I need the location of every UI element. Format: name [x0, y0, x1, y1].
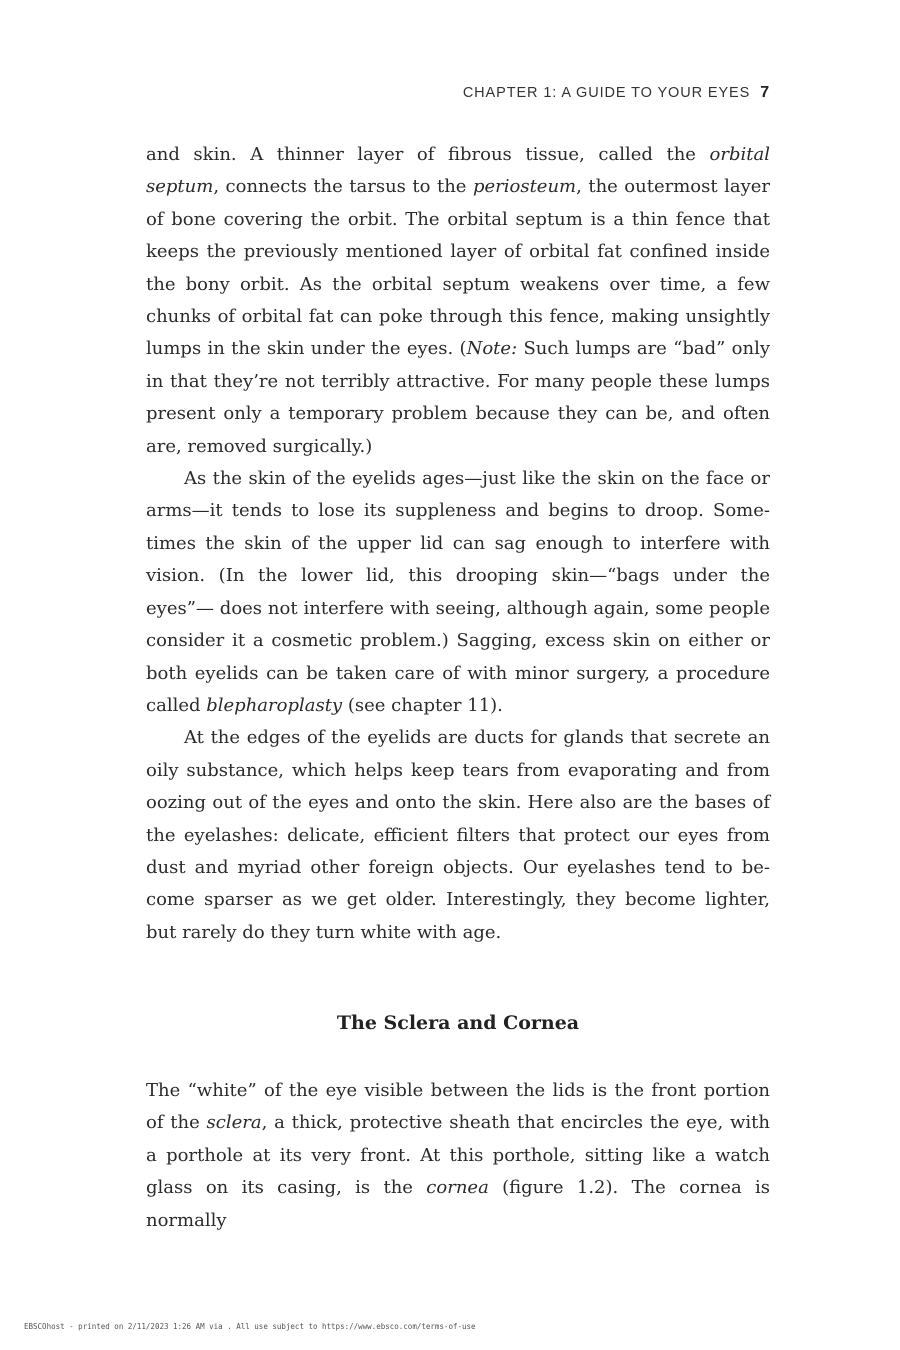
italic-term: Note:	[466, 338, 518, 360]
italic-term: periosteum	[472, 176, 577, 198]
paragraph	[146, 463, 770, 722]
text-run: (see chapter 11).	[342, 694, 503, 716]
chapter-title: CHAPTER 1: A GUIDE TO YOUR EYES	[462, 85, 751, 101]
paragraph	[146, 1075, 770, 1237]
running-head	[463, 84, 770, 102]
text-run: The “white” of the eye visible between the lids is the front portion of the	[146, 1080, 770, 1134]
text-run: , a thick, protective sheath that encircles the eye, with a porthole at its very front. At this porthole, sitting like a watch glass on its casing, is the	[146, 1112, 770, 1199]
text-run: At the edges of the eyelids are ducts for glands that secrete an oily substance, which helps keep tears from evaporating and from oozing out of the eyes and onto the skin. Here also are the bases of the eyelashes: delicate, efficient filters that protect our eyes from dust and myriad other foreign objects. Our eyelashes tend to become sparser as we get older. Interestingly, they become lighter, but rarely do they turn white with age.	[146, 727, 770, 943]
text-run: As the skin of the eyelids ages—just like the skin on the face or arms—it tends to lose its suppleness and begins to droop. Sometimes the skin of the upper lid can sag enough to interfere with vision. (In the lower lid, this drooping skin—“bags under the eyes”— does not interfere with seeing, although again, some people consider it a cosmetic problem.) Sagging, excess skin on either or both eyelids can be taken care of with minor surgery, a procedure called	[146, 468, 770, 716]
paragraph	[146, 722, 770, 949]
body-text-top	[146, 139, 770, 949]
text-run: , the outermost layer of bone covering the orbit. The orbital septum is a thin fence that keeps the previously mentioned layer of orbital fat confined inside the bony orbit. As the orbital septum weakens over time, a few chunks of orbital fat can poke through this fence, making unsightly lumps in the skin under the eyes. (	[146, 176, 771, 360]
footer-notice: EBSCOhost - printed on 2/11/2023 1:26 AM via . All use subject to https://www.ebsco.com/terms-of-use	[24, 1322, 476, 1331]
text-run: and skin. A thinner layer of fibrous tissue, called the	[146, 144, 710, 165]
italic-term: cornea	[426, 1177, 489, 1199]
section-heading: The Sclera and Cornea	[336, 1012, 580, 1034]
text-run: , connects the tarsus to the	[213, 176, 473, 198]
text-run: Such lumps are “bad” only in that they’re not terribly attractive. For many people these lumps present only a temporary problem because they can be, and often are, removed surgically.)	[146, 338, 770, 457]
italic-term: sclera	[206, 1112, 262, 1134]
page-number: 7	[760, 84, 770, 101]
body-text-bottom	[146, 1075, 770, 1237]
italic-term: orbital septum	[146, 144, 770, 198]
paragraph	[146, 139, 770, 463]
text-run: (figure 1.2). The cornea is normally	[146, 1177, 771, 1231]
italic-term: blepharoplasty	[206, 694, 343, 716]
